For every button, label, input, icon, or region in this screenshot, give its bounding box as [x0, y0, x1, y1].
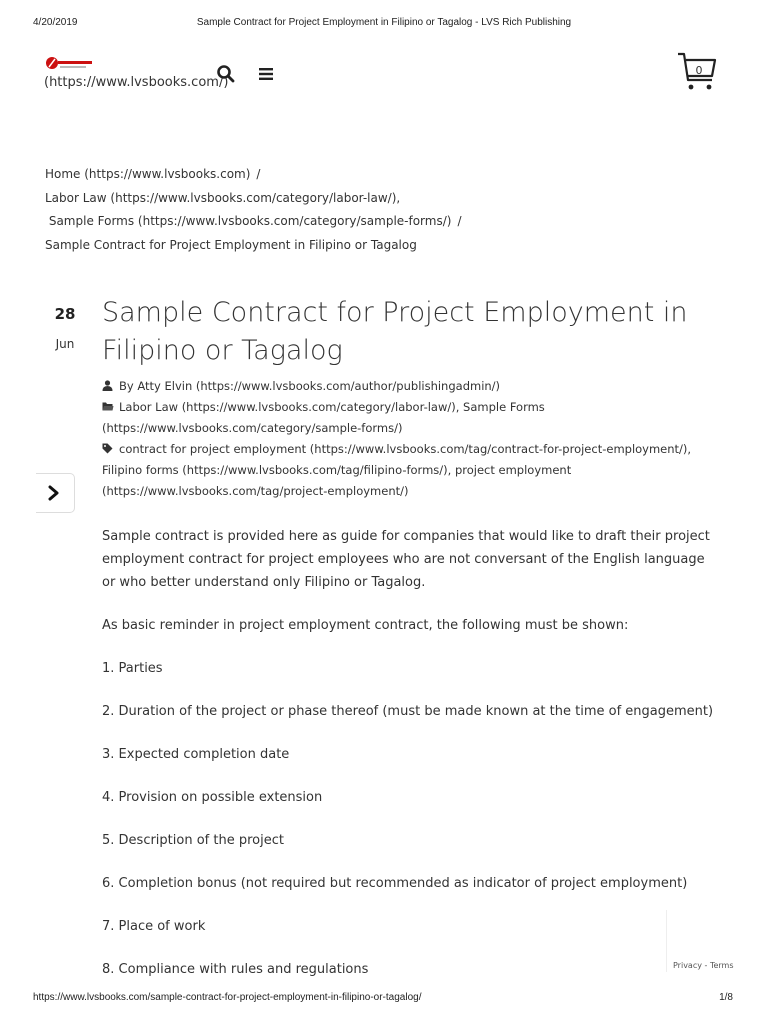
search-icon[interactable]: [216, 64, 236, 84]
list-item: 4. Provision on possible extension: [102, 790, 323, 805]
list-item: 2. Duration of the project or phase thereof (must be made known at the time of engagement): [102, 704, 714, 719]
breadcrumb-current: Sample Contract for Project Employment in Filipino or Tagalog: [45, 237, 417, 252]
print-date: 4/20/2019: [33, 17, 78, 28]
print-footer: [0, 992, 768, 1008]
breadcrumb-separator: /: [457, 214, 462, 228]
list-item: 7. Place of work: [102, 919, 206, 934]
folder-icon: [102, 398, 113, 409]
user-icon: [102, 377, 113, 388]
breadcrumb-row-2: [45, 187, 462, 211]
menu-icon[interactable]: [257, 66, 275, 82]
list-item: 1. Parties: [102, 661, 163, 676]
list-item: 6. Completion bonus (not required but recommended as indicator of project employment): [102, 876, 688, 891]
post-tags-row: [102, 439, 722, 502]
logo-url[interactable]: (https://www.lvsbooks.com/): [44, 75, 229, 90]
breadcrumb-home[interactable]: Home (https://www.lvsbooks.com): [45, 167, 251, 181]
tag-icon: [102, 440, 113, 451]
breadcrumb-sample-forms[interactable]: Sample Forms (https://www.lvsbooks.com/category/sample-forms/): [48, 214, 452, 228]
post-content: [102, 525, 722, 981]
next-post-button[interactable]: [36, 473, 75, 513]
post-reminder: As basic reminder in project employment contract, the following must be shown:: [102, 618, 629, 633]
print-header: [0, 17, 768, 33]
print-page-number: 1/8: [719, 992, 733, 1003]
post-author[interactable]: By Atty Elvin (https://www.lvsbooks.com/author/publishingadmin/): [119, 379, 501, 393]
breadcrumb-separator: /: [256, 167, 261, 181]
breadcrumb-labor-law[interactable]: Labor Law (https://www.lvsbooks.com/category/labor-law/),: [45, 190, 401, 205]
print-url: https://www.lvsbooks.com/sample-contract-for-project-employment-in-filipino-or-tagalog/: [33, 992, 422, 1003]
breadcrumb-row-4: [45, 234, 462, 258]
list-item: 8. Compliance with rules and regulations: [102, 962, 369, 977]
post-intro: Sample contract is provided here as guide for companies that would like to draft their project employment contract for project employees who are not conversant of the English language or who better understand only Filipino or Tagalog.: [102, 529, 710, 590]
post-categories[interactable]: Labor Law (https://www.lvsbooks.com/category/labor-law/), Sample Forms (https://www.lvsbooks.com/category/sample-forms/): [102, 400, 545, 435]
post-tags[interactable]: contract for project employment (https://www.lvsbooks.com/tag/contract-for-project-employment/), Filipino forms (https://www.lvsbooks.com/tag/filipino-forms/), project employment (https://www.lvsbooks.com/tag/project-employment/): [102, 442, 692, 498]
post-categories-row: [102, 397, 722, 439]
recaptcha-links[interactable]: Privacy - Terms: [673, 961, 734, 970]
post-date-day: 28: [54, 305, 76, 323]
breadcrumb-row-3: [45, 210, 462, 234]
post-author-row: [102, 376, 722, 397]
post-title: Sample Contract for Project Employment in Filipino or Tagalog: [102, 297, 688, 366]
post-meta: [102, 376, 722, 502]
site-logo[interactable]: [44, 55, 96, 75]
breadcrumb-row-1: [45, 163, 462, 187]
post-date-month: Jun: [55, 337, 75, 351]
cart-count: 0: [695, 64, 703, 77]
list-item: 3. Expected completion date: [102, 747, 290, 762]
list-item: 5. Description of the project: [102, 833, 284, 848]
breadcrumb: [45, 163, 462, 257]
print-title: Sample Contract for Project Employment in Filipino or Tagalog - LVS Rich Publishing: [196, 17, 572, 28]
